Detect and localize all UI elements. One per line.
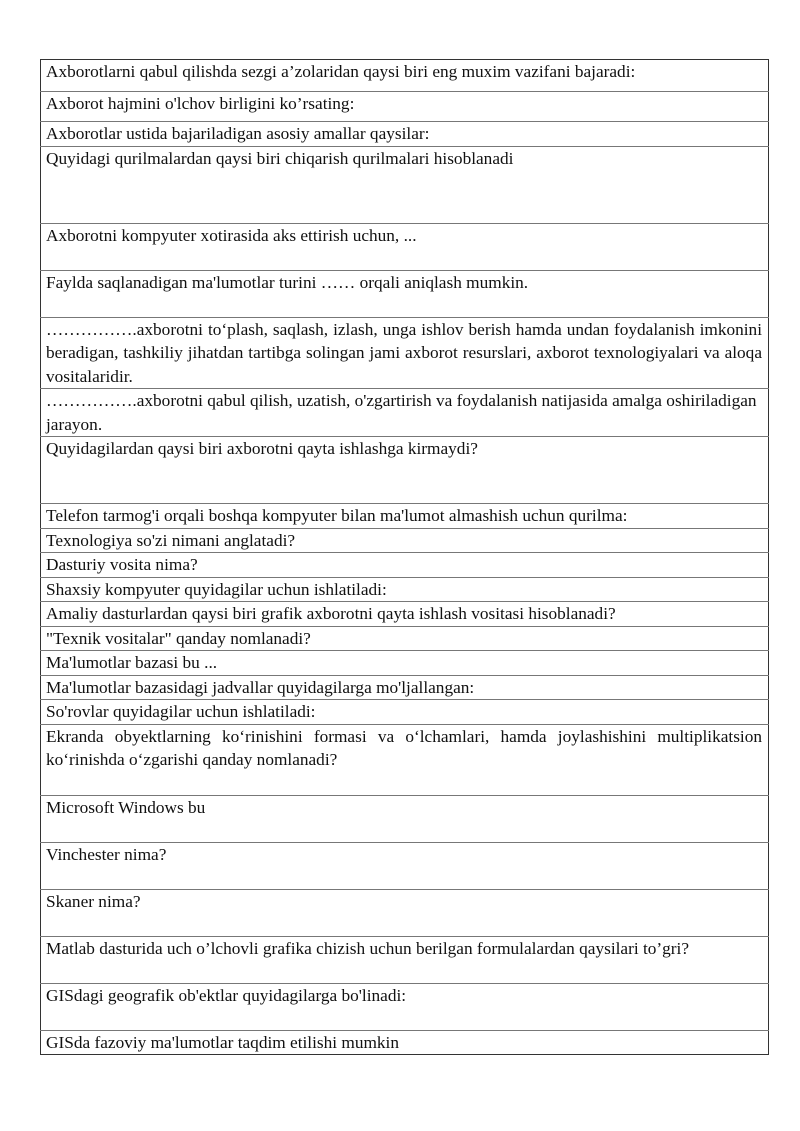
table-row (41, 146, 769, 223)
question-cell (41, 389, 769, 437)
question-text: Dasturiy vosita nima? (46, 555, 198, 574)
question-text: Ekranda obyektlarning ko‘rinishini formasi va o‘lchamlari, hamda joylashishini multiplikatsion ko‘rinishda o‘zgarishi qanday nomlanadi? (46, 726, 762, 769)
question-cell (41, 936, 769, 983)
table-row (41, 1030, 769, 1055)
table-row (41, 700, 769, 725)
table-row (41, 602, 769, 627)
question-text: Ma'lumotlar bazasidagi jadvallar quyidagilarga mo'ljallangan: (46, 677, 475, 697)
question-cell (41, 1030, 769, 1055)
table-row (41, 60, 769, 92)
question-cell (41, 553, 769, 578)
question-cell (41, 675, 769, 700)
question-cell (41, 528, 769, 553)
table-row (41, 317, 769, 389)
table-row (41, 577, 769, 602)
table-row (41, 842, 769, 889)
question-cell (41, 577, 769, 602)
question-cell (41, 504, 769, 529)
table-row (41, 936, 769, 983)
table-row (41, 675, 769, 700)
table-row (41, 889, 769, 936)
question-text: Axborotni kompyuter xotirasida aks ettirish uchun, ... (46, 225, 417, 245)
question-text: GISdagi geografik ob'ektlar quyidagilarga bo'linadi: (46, 985, 407, 1005)
table-row (41, 504, 769, 529)
question-cell (41, 700, 769, 725)
question-text: Ma'lumotlar bazasi bu ... (46, 653, 218, 672)
question-text: …………….axborotni to‘plash, saqlash, izlash, unga ishlov berish hamda undan foydalanish imkonini beradigan, tashkiliy jihatdan tartibga solingan jami axborot resurslari, axborot texnologiyalari va aloqa vositalaridir. (46, 319, 762, 386)
question-cell (41, 602, 769, 627)
table-row (41, 528, 769, 553)
question-cell (41, 270, 769, 317)
question-text: …………….axborotni qabul qilish, uzatish, o'zgartirish va foydalanish natijasida amalga oshiriladigan jarayon. (46, 391, 757, 434)
table-row (41, 270, 769, 317)
question-cell (41, 122, 769, 147)
question-cell (41, 60, 769, 92)
question-text: Faylda saqlanadigan ma'lumotlar turini …… orqali aniqlash mumkin. (46, 272, 529, 292)
question-cell (41, 724, 769, 795)
question-text: Telefon tarmog'i orqali boshqa kompyuter bilan ma'lumot almashish uchun qurilma: (46, 506, 628, 525)
questions-table (40, 59, 769, 1055)
question-cell (41, 223, 769, 270)
question-text: Axborotlar ustida bajariladigan asosiy amallar qaysilar: (46, 124, 430, 143)
table-row (41, 724, 769, 795)
question-cell (41, 889, 769, 936)
table-row (41, 983, 769, 1030)
question-text: "Texnik vositalar" qanday nomlanadi? (46, 628, 311, 648)
question-text: GISda fazoviy ma'lumotlar taqdim etilishi mumkin (46, 1032, 399, 1052)
question-cell (41, 983, 769, 1030)
question-text: Quyidagi qurilmalardan qaysi biri chiqarish qurilmalari hisoblanadi (46, 148, 514, 168)
table-row (41, 626, 769, 651)
table-row (41, 553, 769, 578)
table-row (41, 795, 769, 842)
question-cell (41, 437, 769, 504)
question-cell (41, 842, 769, 889)
question-text: Skaner nima? (46, 891, 141, 911)
question-cell (41, 626, 769, 651)
table-row (41, 437, 769, 504)
table-row (41, 651, 769, 676)
question-cell (41, 146, 769, 223)
question-text: Texnologiya so'zi nimani anglatadi? (46, 530, 296, 550)
table-row (41, 389, 769, 437)
question-text: So'rovlar quyidagilar uchun ishlatiladi: (46, 702, 316, 721)
question-cell (41, 92, 769, 122)
question-text: Amaliy dasturlardan qaysi biri grafik axborotni qayta ishlash vositasi hisoblanadi? (46, 604, 616, 623)
question-text: Axborot hajmini o'lchov birligini ko’rsating: (46, 94, 355, 113)
question-text: Matlab dasturida uch o’lchovli grafika chizish uchun berilgan formulalardan qaysilari to’gri? (46, 938, 690, 958)
question-text: Vinchester nima? (46, 844, 167, 864)
question-cell (41, 795, 769, 842)
question-cell (41, 317, 769, 389)
table-row (41, 92, 769, 122)
question-text: Shaxsiy kompyuter quyidagilar uchun ishlatiladi: (46, 579, 387, 599)
question-text: Microsoft Windows bu (46, 797, 206, 817)
table-row (41, 223, 769, 270)
question-cell (41, 651, 769, 676)
question-text: Axborotlarni qabul qilishda sezgi a’zolaridan qaysi biri eng muxim vazifani bajaradi: (46, 62, 636, 81)
table-row (41, 122, 769, 147)
question-text: Quyidagilardan qaysi biri axborotni qayta ishlashga kirmaydi? (46, 439, 478, 458)
